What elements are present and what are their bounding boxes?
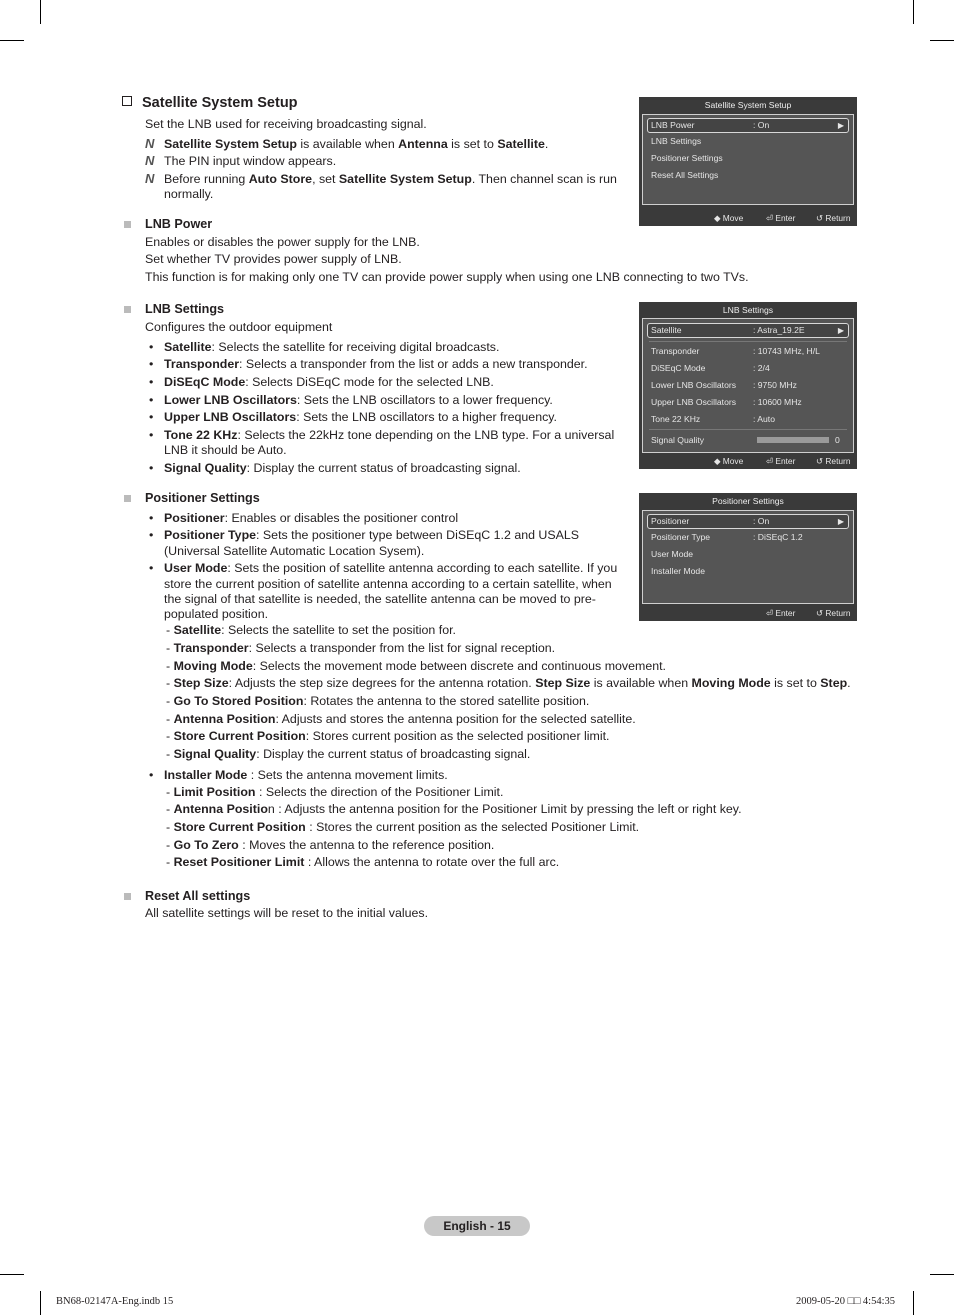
list-item-cont: (Universal Satellite Automatic Location Sysem). [164, 544, 425, 558]
enter-icon: ⏎ [766, 608, 774, 618]
text-line: Configures the outdoor equipment [145, 320, 333, 334]
text-line: Set whether TV provides power supply of LNB. [145, 252, 402, 266]
intro-text: Set the LNB used for receiving broadcasting signal. [145, 117, 427, 131]
osd-item-lnb-power[interactable]: LNB Power : On ▶ [647, 118, 849, 133]
osd-item[interactable]: Positioner Settings [651, 153, 723, 163]
heading-reset-all-settings: Reset All settings [145, 889, 251, 903]
osd-move: ◆ Move [714, 213, 744, 223]
page-title: Satellite System Setup [122, 95, 298, 111]
list-item: User Mode: Sets the position of satellite antenna according to each satellite. If you [164, 561, 618, 575]
sub-item: - Transponder: Selects a transponder from the list for signal reception. [166, 641, 556, 655]
crop-mark [913, 0, 914, 24]
osd-signal-quality: Signal Quality 0 [651, 435, 840, 445]
list-item: Transponder: Selects a transponder from the list or adds a new transponder. [164, 357, 588, 371]
crop-mark [930, 1274, 954, 1275]
footer-timestamp: 2009-05-20 □□ 4:54:35 [796, 1296, 896, 1307]
footer-file: BN68-02147A-Eng.indb 15 [56, 1296, 174, 1307]
sub-item: - Reset Positioner Limit : Allows the antenna to rotate over the full arc. [166, 855, 560, 869]
heading-lnb-power: LNB Power [145, 217, 213, 231]
square-bullet-icon [124, 221, 131, 228]
osd-item[interactable]: Installer Mode [651, 566, 705, 576]
checkbox-icon [122, 96, 132, 106]
updown-icon: ◆ [714, 456, 721, 466]
osd-item[interactable]: LNB Settings [651, 136, 702, 146]
bullet: • [149, 393, 154, 407]
bullet: • [149, 561, 154, 575]
sub-item: - Satellite: Selects the satellite to set the position for. [166, 623, 456, 637]
list-item: Installer Mode : Sets the antenna movement limits. [164, 768, 448, 782]
osd-item-satellite[interactable]: Satellite : Astra_19.2E ▶ [647, 323, 849, 338]
bullet: • [149, 511, 154, 525]
square-bullet-icon [124, 306, 131, 313]
osd-enter: ⏎ Enter [766, 608, 796, 618]
note-1: Satellite System Setup is available when Antenna is set to Satellite. [164, 137, 549, 151]
list-item-cont: LNB it should be Auto. [164, 443, 287, 457]
osd-satellite-system-setup [639, 97, 857, 226]
osd-return: ↺ Return [816, 608, 851, 618]
osd-enter: ⏎ Enter [766, 456, 796, 466]
page-number: English - 15 [424, 1216, 530, 1236]
bullet: • [149, 340, 154, 354]
sub-item: - Store Current Position: Stores current position as the selected positioner limit. [166, 729, 610, 743]
osd-return: ↺ Return [816, 213, 851, 223]
play-arrow-icon: ▶ [837, 517, 844, 526]
square-bullet-icon [124, 495, 131, 502]
crop-mark [40, 1291, 41, 1315]
note-icon: N [145, 136, 155, 151]
bullet: • [149, 528, 154, 542]
sub-item: - Go To Stored Position: Rotates the antenna to the stored satellite position. [166, 694, 590, 708]
sub-item: - Store Current Position : Stores the current position as the selected Positioner Limit. [166, 820, 640, 834]
list-item-cont: populated position. [164, 607, 269, 621]
bullet: • [149, 768, 154, 782]
crop-mark [913, 1291, 914, 1315]
sub-item: - Antenna Position : Adjusts the antenna position for the Positioner Limit by pressing the left or right key. [166, 802, 742, 816]
text-line: All satellite settings will be reset to the initial values. [145, 906, 429, 920]
list-item: Positioner Type: Sets the positioner type between DiSEqC 1.2 and USALS [164, 528, 580, 542]
bullet: • [149, 428, 154, 442]
bullet: • [149, 461, 154, 475]
list-item-cont: the signal of that satellite is needed, the satellite antenna can be moved to pre- [164, 592, 596, 606]
list-item: Upper LNB Oscillators: Sets the LNB oscillators to a higher frequency. [164, 410, 557, 424]
signal-bar [757, 437, 829, 443]
note-2: The PIN input window appears. [164, 154, 337, 168]
list-item: Tone 22 KHz: Selects the 22kHz tone depending on the LNB type. For a universal [164, 428, 615, 442]
sub-item: - Limit Position : Selects the direction of the Positioner Limit. [166, 785, 504, 799]
osd-item[interactable]: Upper LNB Oscillators : 10600 MHz [651, 397, 802, 407]
bullet: • [149, 410, 154, 424]
sub-item: - Go To Zero : Moves the antenna to the reference position. [166, 838, 495, 852]
updown-icon: ◆ [714, 213, 721, 223]
note-icon: N [145, 171, 155, 186]
osd-item[interactable]: Positioner Type : DiSEqC 1.2 [651, 532, 803, 542]
list-item: Satellite: Selects the satellite for receiving digital broadcasts. [164, 340, 500, 354]
crop-mark [0, 40, 24, 41]
osd-enter: ⏎ Enter [766, 213, 796, 223]
list-item: Positioner: Enables or disables the positioner control [164, 511, 459, 525]
return-icon: ↺ [816, 213, 824, 223]
play-arrow-icon: ▶ [837, 326, 844, 335]
bullet: • [149, 375, 154, 389]
osd-lnb-settings [639, 302, 857, 469]
crop-mark [930, 40, 954, 41]
osd-title: Positioner Settings [639, 493, 857, 509]
list-item-cont: store the current position of satellite antenna according to a certain satellite, when [164, 577, 612, 591]
osd-item[interactable]: Transponder : 10743 MHz, H/L [651, 346, 820, 356]
square-bullet-icon [124, 893, 131, 900]
osd-title: Satellite System Setup [639, 97, 857, 113]
text-line: This function is for making only one TV can provide power supply when using one LNB connecting to two TVs. [145, 270, 749, 284]
list-item: Lower LNB Oscillators: Sets the LNB oscillators to a lower frequency. [164, 393, 553, 407]
enter-icon: ⏎ [766, 213, 774, 223]
osd-item[interactable]: Lower LNB Oscillators : 9750 MHz [651, 380, 797, 390]
crop-mark [0, 1274, 24, 1275]
return-icon: ↺ [816, 456, 824, 466]
bullet: • [149, 357, 154, 371]
note-3-cont: normally. [164, 187, 214, 201]
osd-item[interactable]: DiSEqC Mode : 2/4 [651, 363, 770, 373]
crop-mark [40, 0, 41, 24]
list-item: Signal Quality: Display the current status of broadcasting signal. [164, 461, 521, 475]
osd-item[interactable]: Reset All Settings [651, 170, 719, 180]
heading-positioner-settings: Positioner Settings [145, 491, 260, 505]
osd-item[interactable]: User Mode [651, 549, 694, 559]
sub-item: - Antenna Position: Adjusts and stores the antenna position for the selected satellite. [166, 712, 636, 726]
note-icon: N [145, 153, 155, 168]
return-icon: ↺ [816, 608, 824, 618]
osd-move: ◆ Move [714, 456, 744, 466]
text-line: Enables or disables the power supply for the LNB. [145, 235, 420, 249]
osd-item[interactable]: Tone 22 KHz : Auto [651, 414, 775, 424]
sub-item: - Moving Mode: Selects the movement mode between discrete and continuous movement. [166, 659, 666, 673]
signal-value: 0 [835, 435, 840, 445]
heading-lnb-settings: LNB Settings [145, 302, 225, 316]
note-3: Before running Auto Store, set Satellite System Setup. Then channel scan is run [164, 172, 617, 186]
play-arrow-icon: ▶ [837, 121, 844, 130]
enter-icon: ⏎ [766, 456, 774, 466]
osd-title: LNB Settings [639, 302, 857, 318]
sub-item: - Step Size: Adjusts the step size degrees for the antenna rotation. Step Size is available when Moving Mode is set to Step. [166, 676, 851, 690]
list-item: DiSEqC Mode: Selects DiSEqC mode for the selected LNB. [164, 375, 494, 389]
sub-item: - Signal Quality: Display the current status of broadcasting signal. [166, 747, 531, 761]
osd-return: ↺ Return [816, 456, 851, 466]
osd-item-positioner[interactable]: Positioner : On ▶ [647, 514, 849, 529]
osd-positioner-settings [639, 493, 857, 621]
